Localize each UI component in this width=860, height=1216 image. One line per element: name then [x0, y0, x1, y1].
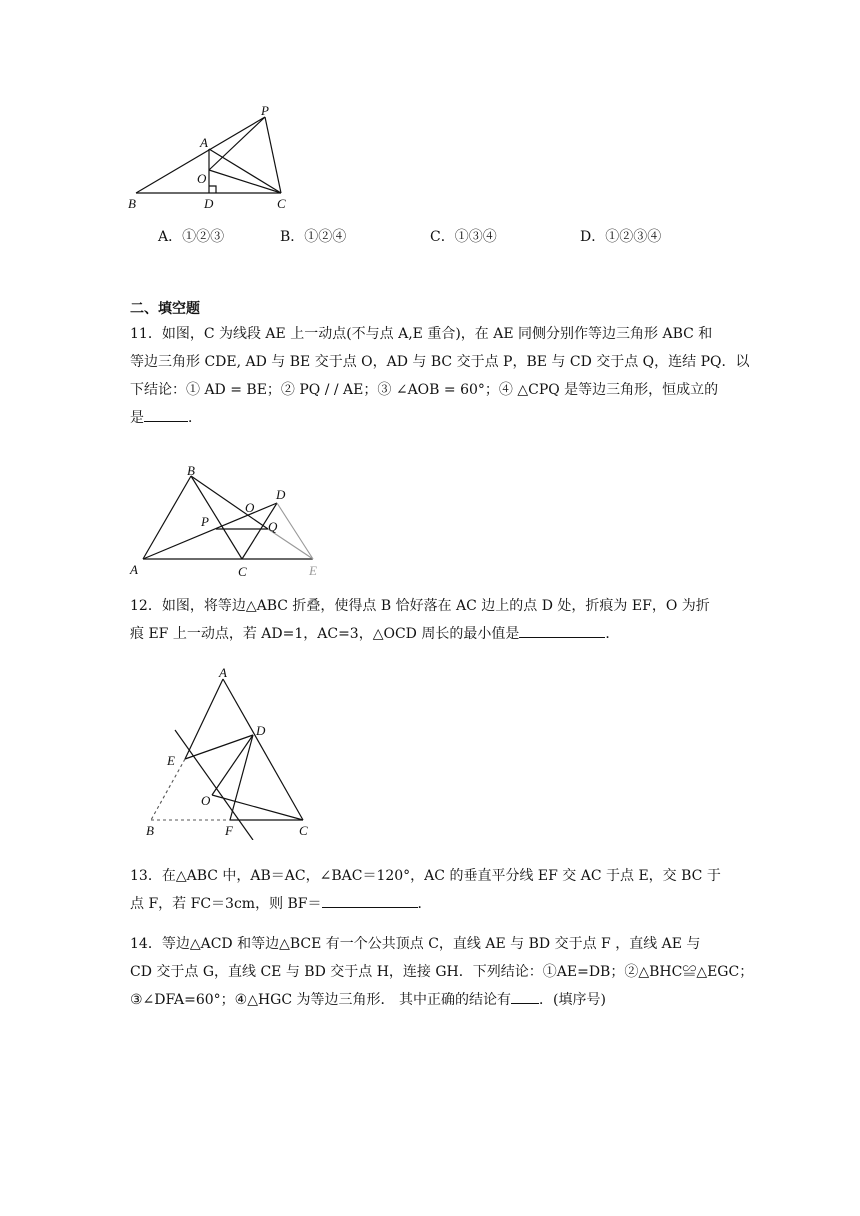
line-DF [230, 735, 253, 820]
q11-figure [125, 462, 335, 582]
q11-line-2: 等边三角形 CDE, AD 与 BE 交于点 O，AD 与 BC 交于点 P，BE 与 CD 交于点 Q，连结 PQ．以 [130, 354, 750, 370]
label-D: D [204, 196, 214, 211]
line-PC [265, 117, 281, 193]
label-O: O [245, 500, 255, 515]
label-B: B [128, 196, 136, 211]
choice-c[interactable]: C．①③④ [430, 229, 497, 245]
q11-answer-blank[interactable] [144, 407, 188, 422]
line-DE [277, 503, 313, 559]
line-AD [143, 503, 277, 559]
question-14 [130, 930, 754, 1014]
line-AB [143, 476, 191, 559]
line-OC [209, 170, 281, 193]
label-P: P [261, 105, 269, 118]
q10-figure [120, 105, 290, 215]
q13-line-2: 点 F，若 FC＝3cm，则 BF＝ ． [130, 890, 730, 918]
label-A: A [130, 562, 138, 577]
right-angle-mark [209, 186, 216, 193]
label-Q: Q [268, 519, 278, 534]
question-13 [130, 862, 730, 918]
label-B: B [187, 463, 195, 478]
label-C: C [277, 196, 286, 211]
q11-line-1: 11．如图，C 为线段 AE 上一动点(不与点 A,E 重合)，在 AE 同侧分别作等边三角形 ABC 和 [130, 326, 713, 342]
label-C: C [238, 564, 247, 579]
label-C: C [299, 823, 308, 838]
line-OP [209, 117, 265, 170]
q12-figure [135, 665, 325, 840]
label-E: E [167, 753, 175, 768]
q14-answer-blank[interactable] [511, 989, 539, 1004]
dashed-EB [151, 759, 185, 820]
choice-b[interactable]: B．①②④ [280, 229, 347, 245]
q14-line-2: CD 交于点 G，直线 CE 与 BD 交于点 H，连接 GH．下列结论：①AE=DB；②△BHC≌△EGC； [130, 964, 754, 980]
line-OC [212, 795, 303, 820]
line-AC [223, 679, 303, 820]
q13-answer-blank[interactable] [322, 893, 418, 908]
label-O: O [201, 793, 211, 808]
q10-choices [158, 226, 758, 246]
label-D: D [276, 487, 286, 502]
q12-line-2: 痕 EF 上一动点，若 AD=1，AC=3，△OCD 周长的最小值是 ． [130, 620, 730, 648]
q12-answer-blank[interactable] [519, 623, 605, 638]
line-AC [209, 149, 281, 193]
label-P: P [201, 514, 209, 529]
q12-line-1: 12．如图，将等边△ABC 折叠，使得点 B 恰好落在 AC 边上的点 D 处，折痕为 EF，O 为折 [130, 598, 710, 614]
label-O: O [197, 171, 207, 186]
q14-line-3: ③∠DFA=60°；④△HGC 为等边三角形． 其中正确的结论有 ．(填序号) [130, 986, 730, 1014]
section-title: 二、填空题 [130, 301, 200, 317]
q14-line-1: 14．等边△ACD 和等边△BCE 有一个公共顶点 C，直线 AE 与 BD 交于点 F ，直线 AE 与 [130, 936, 701, 952]
line-BC [191, 476, 242, 559]
q11-line-4: 是 ． [130, 404, 730, 432]
question-12 [130, 592, 730, 648]
fold-line-EF [175, 730, 253, 840]
label-B: B [146, 823, 154, 838]
label-F: F [225, 823, 233, 838]
label-A: A [200, 135, 208, 150]
choice-d[interactable]: D．①②③④ [580, 229, 662, 245]
question-11 [130, 320, 750, 432]
label-A: A [219, 665, 227, 680]
label-E: E [309, 563, 317, 578]
q11-line-3: 下结论：① AD = BE；② PQ / / AE；③ ∠AOB = 60°；④ △CPQ 是等边三角形，恒成立的 [130, 382, 719, 398]
label-D: D [256, 723, 266, 738]
line-DO [212, 735, 253, 795]
choice-a[interactable]: A．①②③ [158, 229, 225, 245]
q13-line-1: 13．在△ABC 中，AB＝AC，∠BAC＝120°，AC 的垂直平分线 EF 交 AC 于点 E，交 BC 于 [130, 868, 721, 884]
